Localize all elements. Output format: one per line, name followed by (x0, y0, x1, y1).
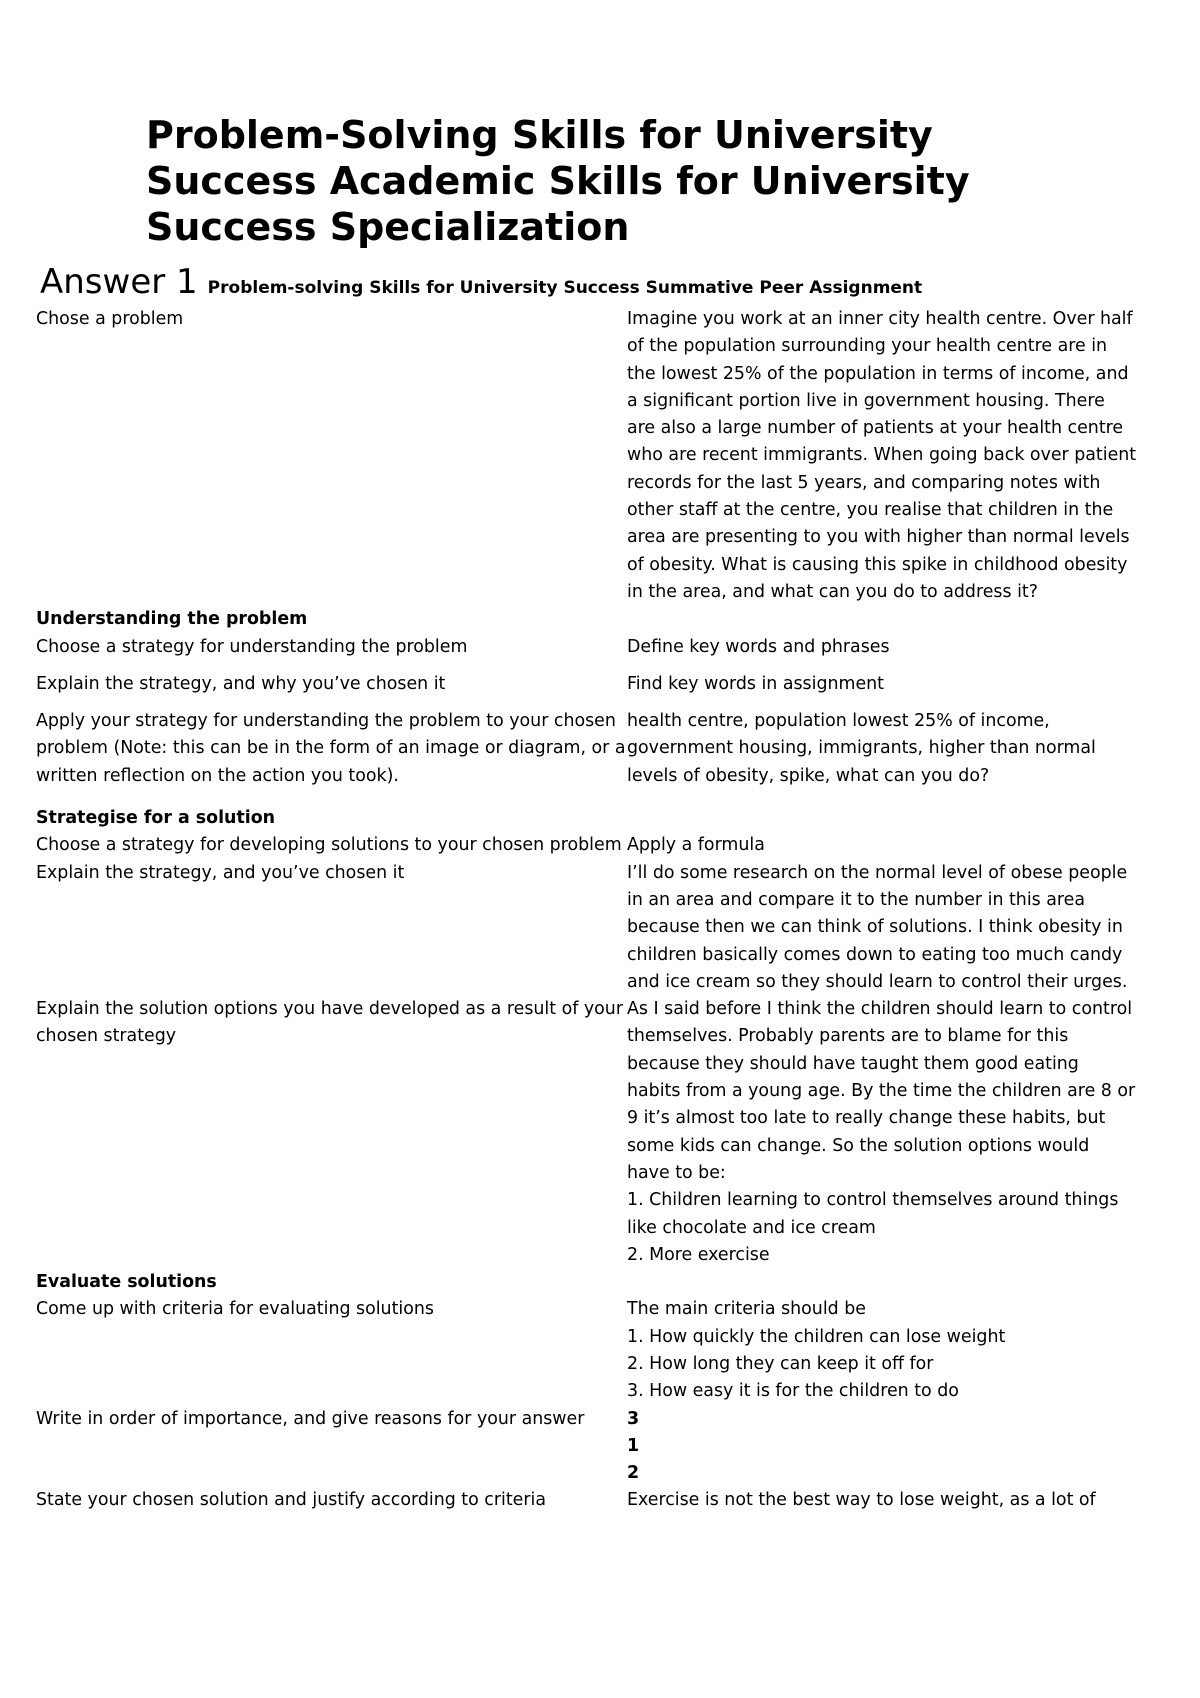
table-row (36, 708, 1146, 790)
table-row (36, 1487, 1146, 1514)
row-value (627, 1406, 1137, 1488)
row-value: Define key words and phrases (627, 636, 890, 657)
list-item: 2. How long they can keep it off for (627, 1353, 934, 1374)
list-item: 3. How easy it is for the children to do (627, 1381, 959, 1402)
answer-paragraph: The main criteria should be (627, 1299, 866, 1320)
table-row (36, 996, 1146, 1269)
table-row (36, 306, 1146, 606)
row-label: State your chosen solution and justify according to criteria (36, 1490, 546, 1511)
list-item: 2. More exercise (627, 1244, 770, 1265)
row-label: Chose a problem (36, 309, 184, 329)
section-heading: Understanding the problem (36, 609, 308, 630)
answer-paragraph: As I said before I think the children should learn to control themselves. Probably parents are to blame for this because they should have taught them good eating habits from a young age. By the time the children are 8 or 9 it’s almost too late to really change these habits, but some kids can change. So the solution options would have to be: (627, 999, 1136, 1183)
row-label: Explain the strategy, and why you’ve chosen it (36, 673, 446, 694)
row-label: Choose a strategy for understanding the problem (36, 636, 468, 657)
table-row (36, 671, 1146, 698)
document-title: Problem-Solving Skills for University Success Academic Skills for University Success Specialization (146, 113, 970, 249)
list-item: 1. Children learning to control themselves around things like chocolate and ice cream (627, 1190, 1119, 1238)
section-heading: Strategise for a solution (36, 808, 276, 829)
answer-label: Answer 1 (40, 262, 198, 302)
row-value (627, 996, 1137, 1269)
row-value: Exercise is not the best way to lose weight, as a lot of (627, 1490, 1096, 1511)
list-item: 2 (627, 1463, 640, 1484)
table-row (36, 860, 1146, 996)
row-label: Explain the strategy, and you’ve chosen it (36, 862, 405, 883)
table-row (36, 1296, 1146, 1405)
table-row (36, 832, 1146, 859)
section-heading-row (36, 1269, 1146, 1296)
list-item: 1 (627, 1435, 640, 1456)
row-value: Find key words in assignment (627, 673, 884, 694)
assignment-subtitle: Problem-solving Skills for University Success Summative Peer Assignment (207, 278, 923, 298)
row-label: Apply your strategy for understanding the problem to your chosen problem (Note: this can be in the form of an image or diagram, or a written reflection on the action you took). (36, 711, 626, 786)
row-value: Imagine you work at an inner city health centre. Over half of the population surrounding your health centre are in the lowest 25% of the population in terms of income, and a significant portion live in government housing. There are also a large number of patients at your health centre who are recent immigrants. When going back over patient records for the last 5 years, and comparing notes with other staff at the centre, you realise that children in the area are presenting to you with higher than normal levels of obesity. What is causing this spike in childhood obesity in the area, and what can you do to address it? (627, 309, 1137, 602)
table-row (36, 634, 1146, 661)
section-heading: Evaluate solutions (36, 1272, 217, 1293)
table-row (36, 1406, 1146, 1488)
row-label: Choose a strategy for developing solutions to your chosen problem (36, 835, 622, 856)
row-label: Write in order of importance, and give reasons for your answer (36, 1408, 585, 1429)
row-value: Apply a formula (627, 835, 765, 856)
answer-heading (40, 262, 922, 302)
section-heading-row (36, 606, 1146, 633)
row-value: I’ll do some research on the normal level of obese people in an area and compare it to the number in this area because then we can think of solutions. I think obesity in children basically comes down to eating too much candy and ice cream so they should learn to control their urges. (627, 862, 1128, 992)
assignment-table (36, 306, 1146, 1515)
list-item: 1. How quickly the children can lose weight (627, 1326, 1006, 1347)
list-item: 3 (627, 1408, 640, 1429)
row-value (627, 1296, 1137, 1405)
row-value: health centre, population lowest 25% of income, government housing, immigrants, higher than normal levels of obesity, spike, what can you do? (627, 711, 1096, 786)
row-label: Come up with criteria for evaluating solutions (36, 1299, 434, 1320)
row-label: Explain the solution options you have developed as a result of your chosen strategy (36, 999, 623, 1047)
section-heading-row (36, 805, 1146, 832)
